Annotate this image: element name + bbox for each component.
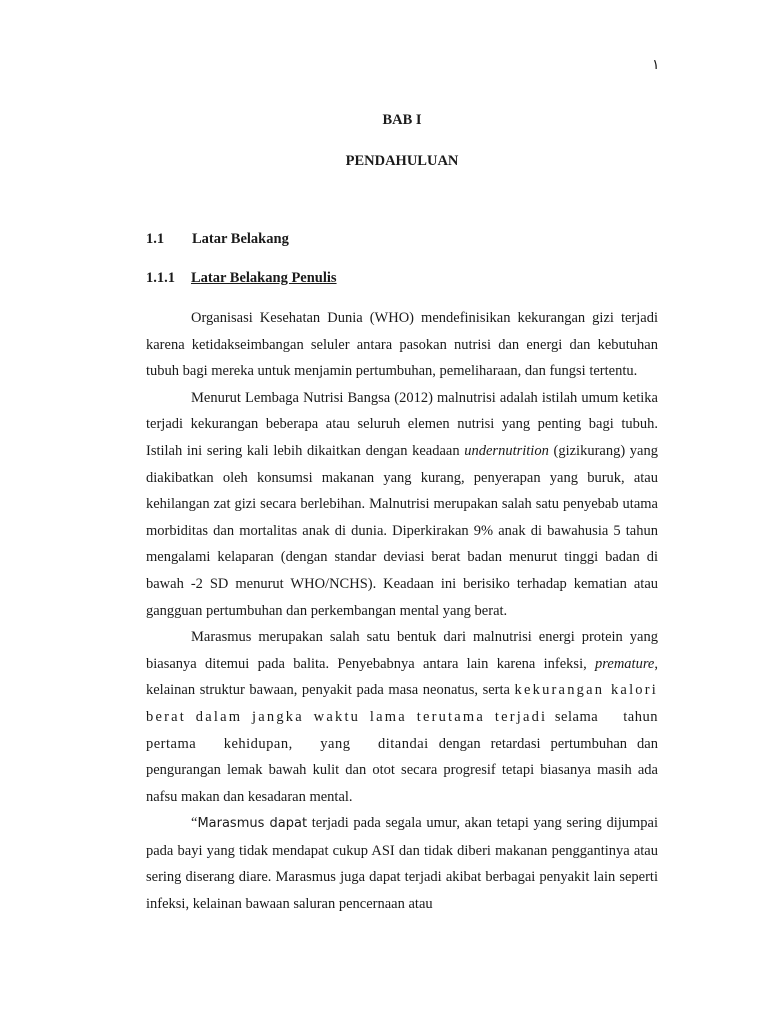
section-heading-1-1 [146,231,289,248]
section-number: 1.1 [146,231,165,247]
paragraph-text: Marasmus merupakan salah satu bentuk dari malnutrisi energi protein yang biasanya ditemui pada balita. Penyebabnya antara lain karena infeksi, [146,629,658,672]
section-heading-1-1-1 [146,270,337,287]
paragraph-text: dengan retardasi pertumbuhan dan pengurangan lemak bawah kulit dan otot secara progresif tetapi biasanya masih ada nafsu makan dan kesadaran mental. [146,735,658,805]
paragraph-1 [146,305,658,385]
paragraph-text: , kelainan struktur bawaan, penyakit pada masa neonatus, serta [146,655,658,699]
paragraph-text: Organisasi Kesehatan Dunia (WHO) mendefinisikan kekurangan gizi terjadi karena ketidakseimbangan seluler antara pasokan nutrisi dan energi dan kebutuhan tubuh bagi mereka untuk menjamin pertumbuhan, pemeliharaan, dan fungsi tertentu. [146,310,658,380]
page-number: ١ [652,58,660,73]
paragraph-text-spaced: kekurangan kalori berat dalam jangka waktu lama terutama terjadi [146,682,659,725]
section-number: 1.1.1 [146,270,175,286]
chapter-label: BAB I [382,112,422,128]
italic-term: premature [595,655,655,672]
section-title: Latar Belakang [192,231,289,247]
italic-term: undernutrition [464,442,549,459]
paragraph-text-sans: Marasmus dapat [197,816,308,832]
paragraph-text: Menurut Lembaga Nutrisi Bangsa (2012) malnutrisi adalah istilah umum ketika terjadi kekurangan beberapa atau seluruh elemen nutrisi yang penting bagi tubuh. Istilah ini sering kali lebih dikaitkan dengan keadaan [146,389,658,459]
section-title: Latar Belakang Penulis [191,270,337,286]
paragraph-2 [146,385,658,624]
paragraph-4 [146,810,658,917]
paragraph-text-spaced: selama tahun pertama kehidupan, yang ditandai [146,708,658,752]
paragraph-text: (gizikurang) yang diakibatkan oleh konsumsi makanan yang kurang, penyerapan yang buruk, atau kehilangan zat gizi secara berlebihan. Malnutrisi merupakan salah satu penyebab utama morbiditas dan mortalitas anak di dunia. Diperkirakan 9% anak di bawahusia 5 tahun mengalami kelaparan (dengan standar deviasi berat badan menurut tinggi badan di bawah -2 SD menurut WHO/NCHS). Keadaan ini berisiko terhadap kematian atau gangguan pertumbuhan dan perkembangan mental yang berat. [146,442,658,619]
body-text [146,305,658,918]
chapter-title: PENDAHULUAN [345,153,459,169]
quote-mark: “ [191,815,198,832]
paragraph-text: terjadi pada segala umur, akan tetapi yang sering dijumpai pada bayi yang tidak mendapat cukup ASI dan tidak diberi makanan penggantinya atau sering diserang diare. Marasmus juga dapat terjadi akibat berbagai penyakit lain seperti infeksi, kelainan bawaan saluran pencernaan atau [146,815,658,913]
paragraph-3 [146,624,658,810]
